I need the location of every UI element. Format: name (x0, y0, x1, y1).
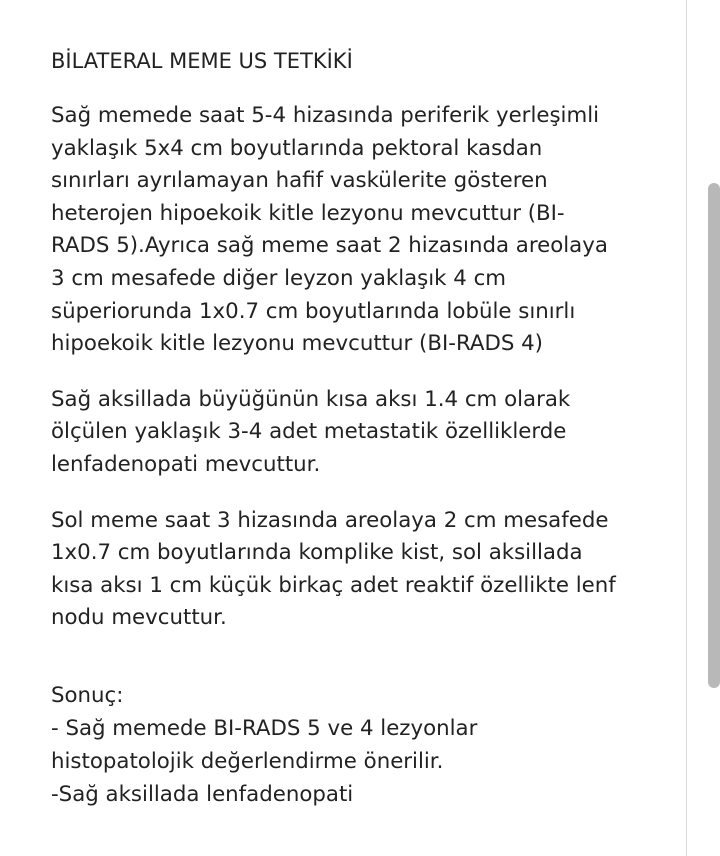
text-line: Sağ memede saat 5-4 hizasında periferik yerleşimli (51, 103, 600, 128)
paragraph-right-axilla (51, 384, 661, 482)
conclusion-line: histopatolojik değerlendirme önerilir. (51, 748, 444, 774)
text-line: yaklaşık 5x4 cm boyutlarında pektoral kasdan (51, 135, 543, 161)
paragraph-left-breast (51, 505, 661, 635)
conclusion-heading: Sonuç: (51, 682, 124, 708)
text-line: heterojen hipoekoik kitle lezyonu mevcuttur (BI- (51, 200, 565, 226)
text-line: ölçülen yaklaşık 3-4 adet metastatik özelliklerde (51, 419, 567, 445)
text-line: kısa aksı 1 cm küçük birkaç adet reaktif özellikte lenf (51, 572, 616, 598)
text-line: nodu mevcuttur. (51, 605, 227, 631)
conclusion-section (51, 679, 661, 811)
conclusion-line: -Sağ aksillada lenfadenopati (51, 781, 354, 807)
report-body (51, 44, 661, 811)
text-line: Sol meme saat 3 hizasında areolaya 2 cm mesafede (51, 507, 609, 533)
report-title: BİLATERAL MEME US TETKİKİ (51, 49, 353, 73)
text-line: 3 cm mesafede diğer leyzon yaklaşık 4 cm (51, 265, 507, 291)
scrollbar-thumb[interactable] (708, 183, 720, 688)
text-line: RADS 5).Ayrıca sağ meme saat 2 hizasında areolaya (51, 233, 608, 259)
text-line: 1x0.7 cm boyutlarında komplike kist, sol aksillada (51, 540, 583, 566)
text-line: Sağ aksillada büyüğünün kısa aksı 1.4 cm olarak (51, 386, 571, 412)
text-line: sınırları ayrılamayan hafif vaskülerite gösteren (51, 168, 548, 194)
text-line: süperiorunda 1x0.7 cm boyutlarında lobüle sınırlı (51, 298, 576, 324)
conclusion-line: - Sağ memede BI-RADS 5 ve 4 lezyonlar (51, 715, 478, 741)
paragraph-right-breast (51, 100, 661, 361)
text-line: hipoekoik kitle lezyonu mevcuttur (BI-RADS 4) (51, 331, 543, 357)
text-line: lenfadenopati mevcuttur. (51, 451, 321, 477)
